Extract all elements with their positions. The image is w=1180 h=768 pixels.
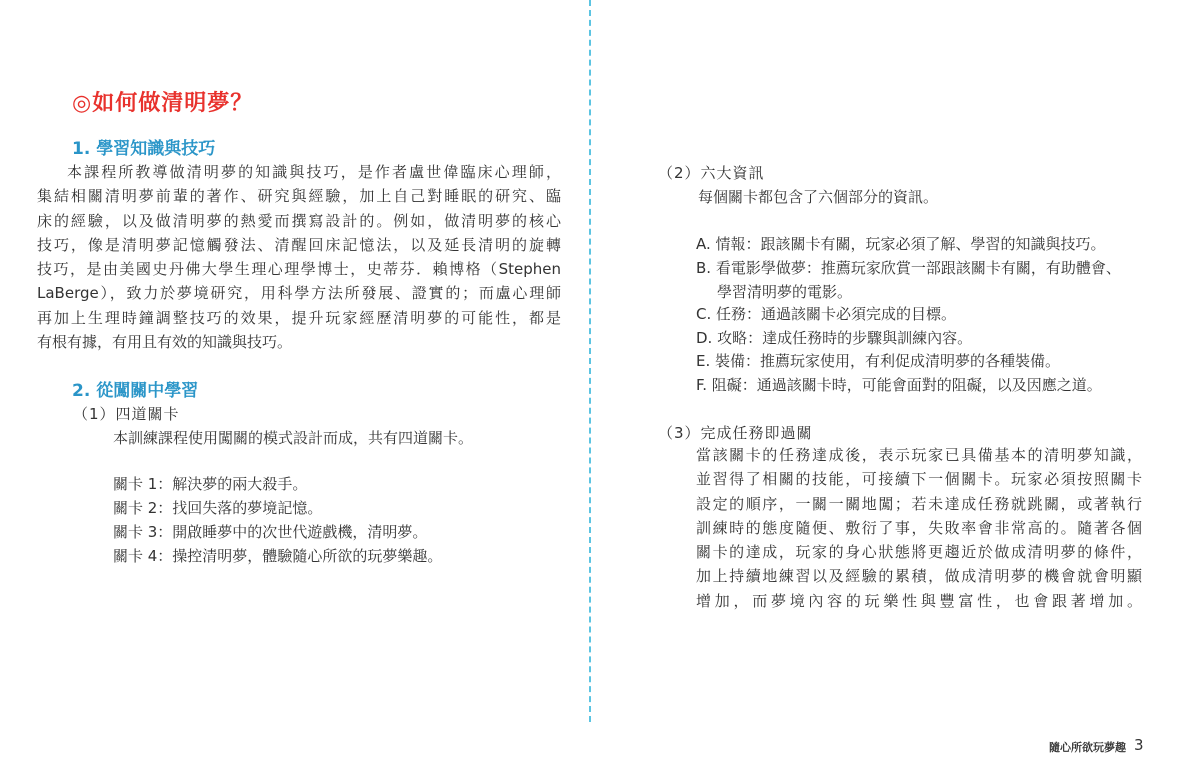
paragraph-line: 訓練時的態度隨便、敷衍了事，失敗率會非常高的。隨著各個 [696, 518, 1142, 537]
paragraph-line: 床的經驗，以及做清明夢的熱愛而撰寫設計的。例如，做清明夢的核心 [37, 211, 561, 230]
info-item: A. 情報：跟該關卡有關，玩家必須了解、學習的知識與技巧。 [696, 235, 1106, 253]
paragraph-line: 設定的順序，一關一關地闖；若未達成任務就跳關，或著執行 [696, 494, 1142, 513]
subheading-six-info: （2）六大資訊 [658, 164, 765, 182]
level-item: 關卡 3：開啟睡夢中的次世代遊戲機，清明夢。 [113, 523, 428, 541]
paragraph-line: 當該關卡的任務達成後，表示玩家已具備基本的清明夢知識， [696, 446, 1142, 464]
paragraph-line: 有根有據，有用且有效的知識與技巧。 [37, 333, 293, 352]
page-title: ◎如何做清明夢？ [72, 91, 254, 116]
complete-paragraph [696, 443, 1142, 613]
paragraph-line: 關卡的達成，玩家的身心狀態將更趨近於做成清明夢的條件， [696, 543, 1142, 562]
paragraph-line: 加上持續地練習以及經驗的累積，做成清明夢的機會就會明顯 [696, 567, 1142, 586]
info-intro: 每個關卡都包含了六個部分的資訊。 [698, 188, 939, 206]
section1-paragraph [37, 160, 561, 354]
subheading-complete-tasks: （3）完成任務即過關 [658, 424, 813, 442]
level-item: 關卡 4：操控清明夢，體驗隨心所欲的玩夢樂趣。 [113, 547, 443, 565]
info-item: F. 阻礙：通過該關卡時，可能會面對的阻礙，以及因應之道。 [696, 376, 1102, 394]
info-item: B. 看電影學做夢：推薦玩家欣賞一部跟該關卡有關，有助體會、 [696, 259, 1121, 277]
level-item: 關卡 2：找回失落的夢境記憶。 [113, 499, 323, 517]
paragraph-line: 技巧，是由美國史丹佛大學生理心理學博士，史蒂芬．賴博格（Stephen [37, 260, 561, 279]
subheading-four-levels: （1）四道關卡 [73, 405, 180, 423]
info-item: E. 裝備：推薦玩家使用，有利促成清明夢的各種裝備。 [696, 352, 1061, 370]
paragraph-line: 並習得了相關的技能，可接續下一個關卡。玩家必須按照關卡 [696, 470, 1142, 489]
paragraph-line: 增加，而夢境內容的玩樂性與豐富性，也會跟著增加。 [696, 591, 1142, 610]
info-item: C. 任務：通過該關卡必須完成的目標。 [696, 305, 957, 323]
paragraph-line: 再加上生理時鐘調整技巧的效果，提升玩家經歷清明夢的可能性，都是 [37, 308, 561, 327]
paragraph-line: 本課程所教導做清明夢的知識與技巧，是作者盧世偉臨床心理師， [67, 163, 561, 181]
paragraph-line: 技巧，像是清明夢記憶觸發法、清醒回床記憶法，以及延長清明的旋轉 [37, 235, 561, 254]
levels-intro: 本訓練課程使用闖關的模式設計而成，共有四道關卡。 [113, 429, 474, 447]
page-number: 3 [1134, 736, 1144, 754]
info-item: 學習清明夢的電影。 [717, 283, 853, 301]
paragraph-line: LaBerge），致力於夢境研究，用科學方法所發展、證實的；而盧心理師 [37, 284, 561, 303]
footer-book-title: 隨心所欲玩夢趣 [1049, 741, 1126, 754]
section-heading-learn-knowledge: 1. 學習知識與技巧 [72, 139, 216, 159]
info-item: D. 攻略：達成任務時的步驟與訓練內容。 [696, 329, 973, 347]
level-item: 關卡 1：解決夢的兩大殺手。 [113, 475, 308, 493]
page-fold-divider [589, 0, 591, 722]
paragraph-line: 集結相關清明夢前輩的著作、研究與經驗，加上自己對睡眠的研究、臨 [37, 187, 561, 206]
section-heading-learn-by-levels: 2. 從闖關中學習 [72, 381, 199, 401]
